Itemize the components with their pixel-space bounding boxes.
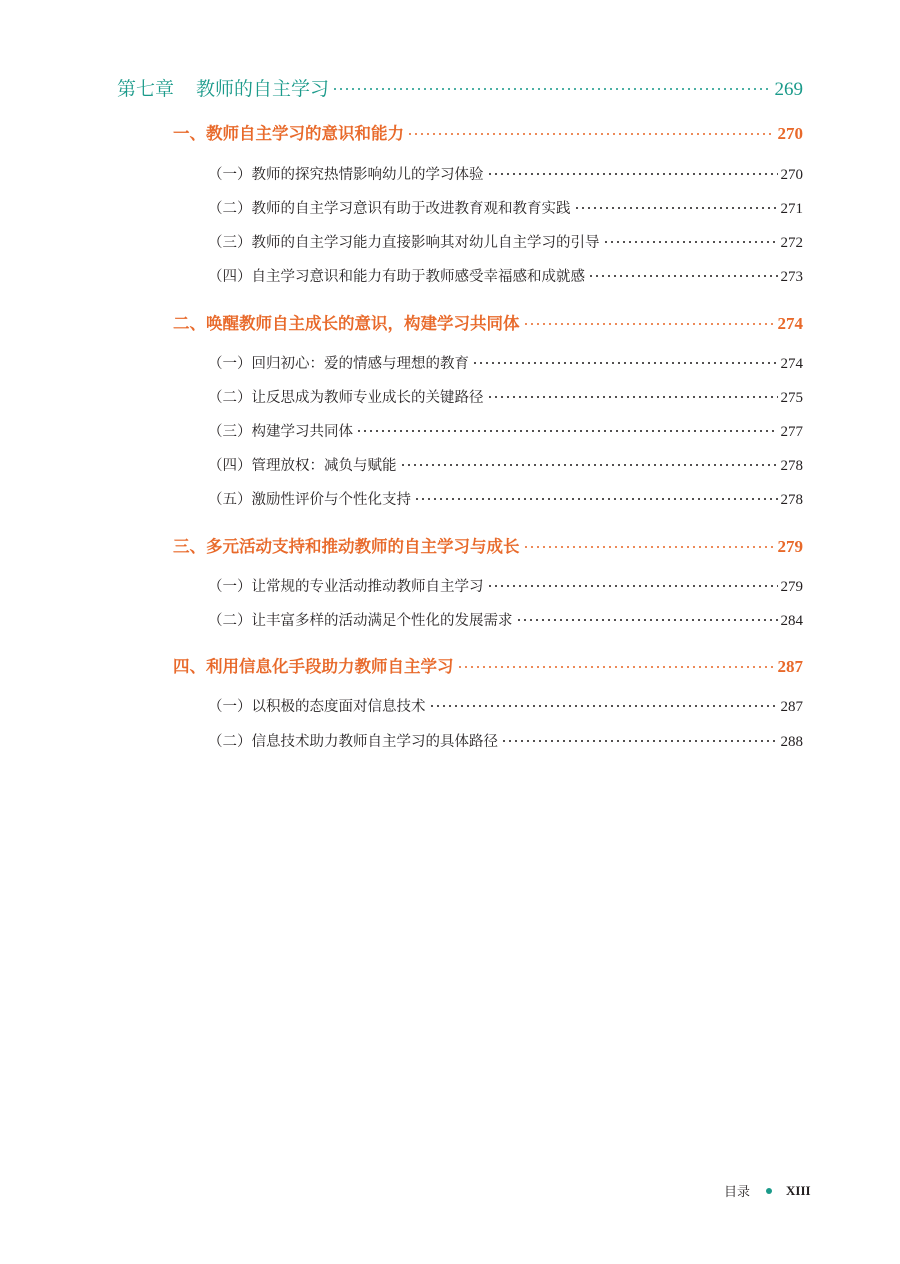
- subsection-title: （三）构建学习共同体: [208, 424, 353, 440]
- subsection-entry[interactable]: [208, 488, 803, 509]
- footer-page-number: XIII: [786, 1182, 811, 1198]
- subsection-page: 278: [780, 458, 803, 474]
- dot-leader: [356, 423, 778, 436]
- dot-leader: [487, 578, 778, 591]
- subsection-title: （四）管理放权：减负与赋能: [208, 458, 397, 474]
- subsection-title: （五）激励性评价与个性化支持: [208, 492, 411, 508]
- dot-leader: [501, 733, 778, 746]
- subsection-entry[interactable]: [208, 265, 803, 286]
- dot-leader: [523, 537, 775, 552]
- subsection-entry[interactable]: [208, 231, 803, 252]
- subsection-entry[interactable]: [208, 575, 803, 596]
- section-page: 270: [777, 124, 803, 143]
- chapter-title: 教师的自主学习: [196, 78, 330, 100]
- page-footer: [724, 1181, 811, 1200]
- subsection-title: （一）教师的探究热情影响幼儿的学习体验: [208, 167, 484, 183]
- subsection-entry[interactable]: [208, 197, 803, 218]
- section-page: 279: [777, 537, 803, 556]
- subsection-title: （二）让丰富多样的活动满足个性化的发展需求: [208, 613, 513, 629]
- subsection-entry[interactable]: [208, 695, 803, 716]
- section-entry-3[interactable]: [173, 533, 803, 557]
- subsection-page: 288: [780, 734, 803, 750]
- bullet-dot-icon: [766, 1188, 772, 1194]
- subsection-title: （一）让常规的专业活动推动教师自主学习: [208, 579, 484, 595]
- subsection-page: 277: [780, 424, 803, 440]
- subsection-title: （三）教师的自主学习能力直接影响其对幼儿自主学习的引导: [208, 235, 600, 251]
- dot-leader: [457, 657, 775, 672]
- section-entry-1[interactable]: [173, 120, 803, 144]
- subsection-title: （一）以积极的态度面对信息技术: [208, 699, 426, 715]
- subsection-entry[interactable]: [208, 420, 803, 441]
- subsection-page: 271: [780, 201, 803, 217]
- dot-leader: [516, 612, 778, 625]
- section-title: 二、唤醒教师自主成长的意识，构建学习共同体: [173, 314, 520, 333]
- subsection-entry[interactable]: [208, 163, 803, 184]
- subsection-title: （二）教师的自主学习意识有助于改进教育观和教育实践: [208, 201, 571, 217]
- dot-leader: [588, 268, 778, 281]
- subsection-page: 287: [780, 699, 803, 715]
- subsection-page: 275: [780, 390, 803, 406]
- section-title: 三、多元活动支持和推动教师的自主学习与成长: [173, 537, 520, 556]
- subsection-title: （一）回归初心：爱的情感与理想的教育: [208, 356, 469, 372]
- chapter-heading: [117, 74, 329, 101]
- subsection-title: （二）信息技术助力教师自主学习的具体路径: [208, 734, 498, 750]
- subsection-entry[interactable]: [208, 386, 803, 407]
- dot-leader: [407, 124, 775, 139]
- dot-leader: [400, 457, 778, 470]
- dot-leader: [487, 389, 778, 402]
- dot-leader: [574, 200, 778, 213]
- section-page: 287: [777, 657, 803, 676]
- subsection-page: 272: [780, 235, 803, 251]
- subsection-title: （四）自主学习意识和能力有助于教师感受幸福感和成就感: [208, 269, 585, 285]
- dot-leader: [472, 355, 778, 368]
- section-entry-4[interactable]: [173, 653, 803, 677]
- dot-leader: [414, 491, 778, 504]
- chapter-number: 第七章: [117, 78, 175, 100]
- section-page: 274: [777, 314, 803, 333]
- subsection-page: 279: [780, 579, 803, 595]
- dot-leader: [487, 166, 778, 179]
- dot-leader: [523, 314, 775, 329]
- section-entry-2[interactable]: [173, 310, 803, 334]
- subsection-page: 274: [780, 356, 803, 372]
- chapter-page: 269: [774, 79, 803, 100]
- subsection-entry[interactable]: [208, 352, 803, 373]
- subsection-page: 273: [780, 269, 803, 285]
- chapter-entry[interactable]: [117, 74, 803, 101]
- section-title: 四、利用信息化手段助力教师自主学习: [173, 657, 454, 676]
- dot-leader: [332, 78, 771, 95]
- subsection-page: 284: [780, 613, 803, 629]
- subsection-title: （二）让反思成为教师专业成长的关键路径: [208, 390, 484, 406]
- subsection-entry[interactable]: [208, 454, 803, 475]
- subsection-page: 278: [780, 492, 803, 508]
- subsection-entry[interactable]: [208, 609, 803, 630]
- footer-label: 目录: [724, 1185, 751, 1200]
- dot-leader: [429, 698, 778, 711]
- subsection-entry[interactable]: [208, 730, 803, 751]
- dot-leader: [603, 234, 778, 247]
- section-title: 一、教师自主学习的意识和能力: [173, 124, 404, 143]
- subsection-page: 270: [780, 167, 803, 183]
